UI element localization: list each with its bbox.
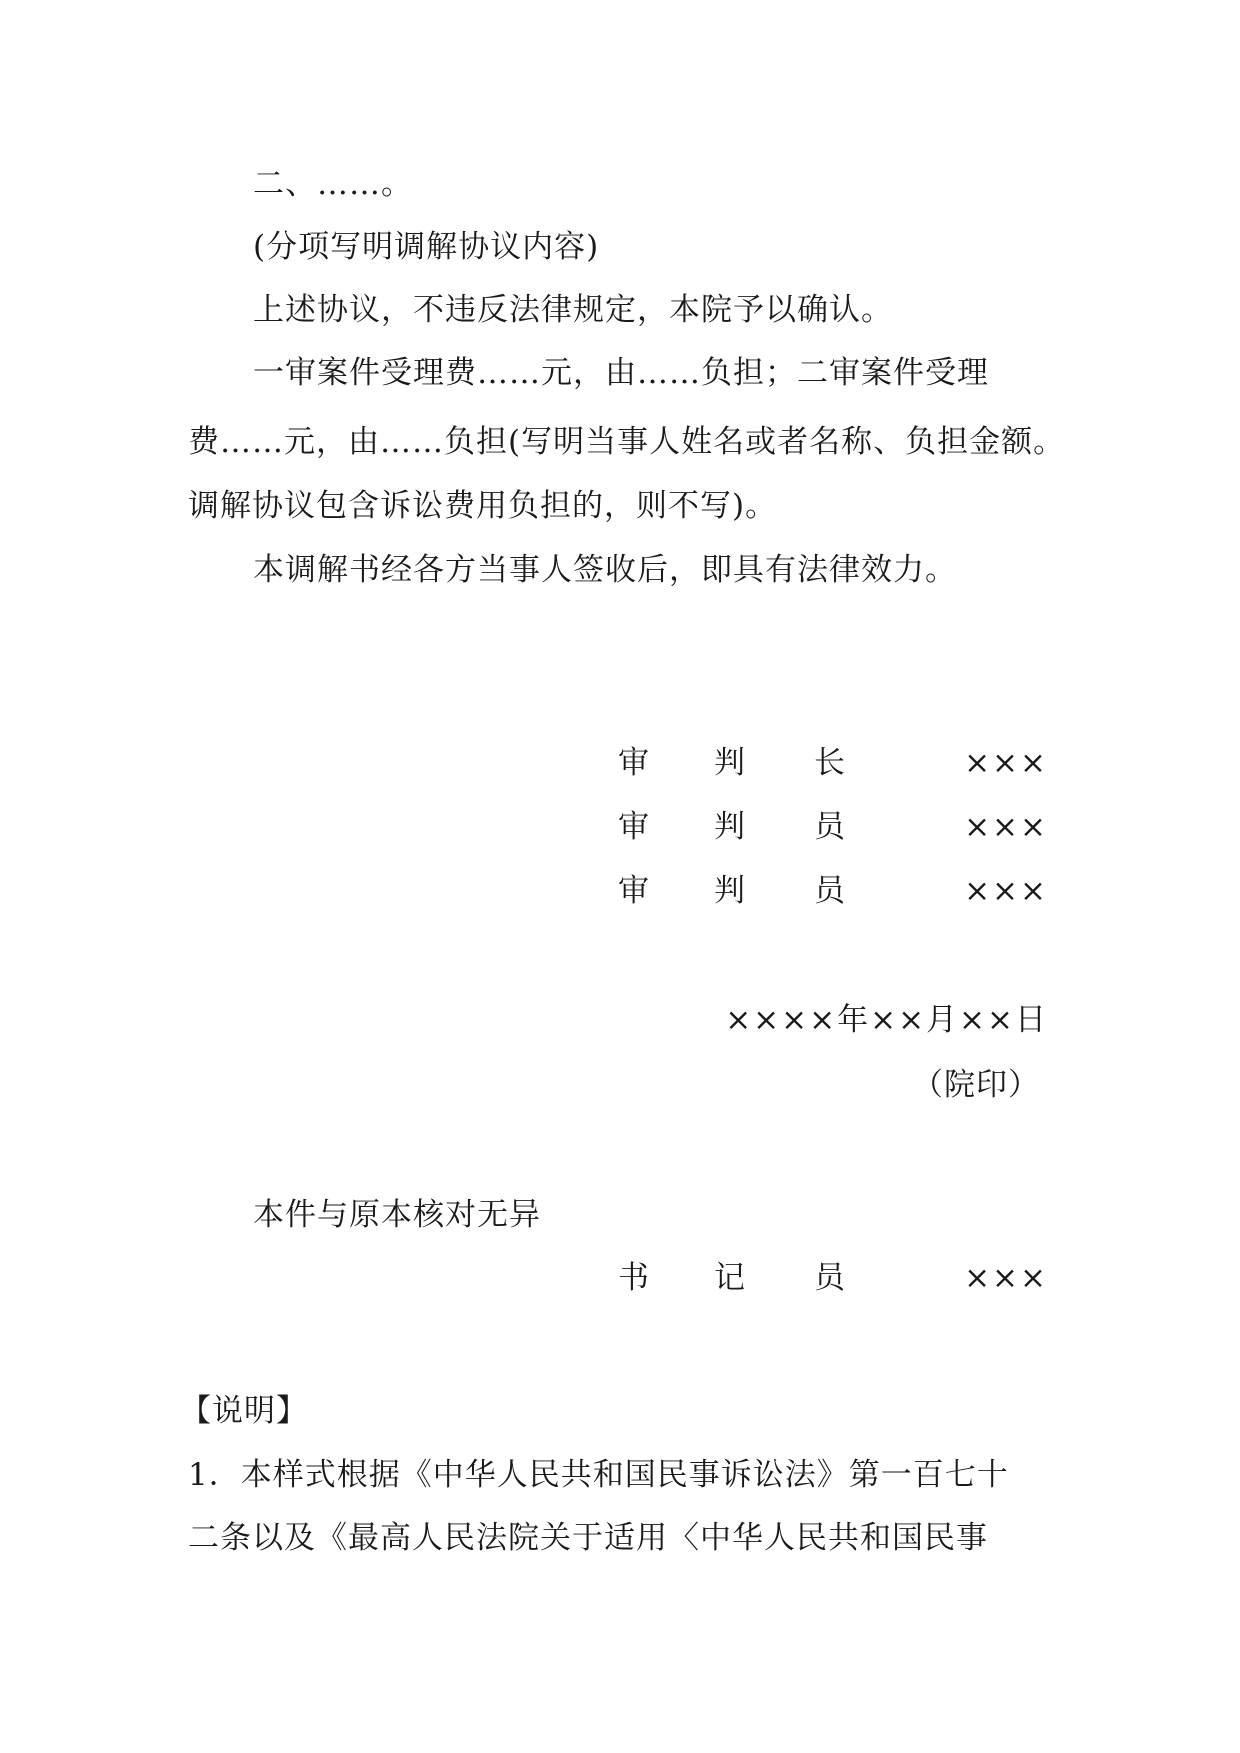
signature-title-char: 审 xyxy=(618,745,650,781)
signature-name: ××× xyxy=(964,873,1048,909)
fee-paragraph-line-2: 费……元，由……负担(写明当事人姓名或者名称、负担金额。 xyxy=(188,424,1066,460)
signature-title-char: 判 xyxy=(714,745,746,781)
signature-row-judge-1 xyxy=(618,807,1048,847)
notes-heading: 【说明】 xyxy=(180,1393,308,1429)
document-date: ××××年××月××日 xyxy=(725,1002,1048,1038)
confirmation-paragraph: 上述协议，不违反法律规定，本院予以确认。 xyxy=(253,292,893,328)
signature-title-char: 员 xyxy=(814,1260,846,1296)
signature-title-char: 审 xyxy=(618,873,650,909)
signature-title-char: 审 xyxy=(618,809,650,845)
verification-statement: 本件与原本核对无异 xyxy=(253,1197,541,1233)
signature-name: ××× xyxy=(964,1260,1048,1296)
signature-title-char: 书 xyxy=(618,1260,650,1296)
signature-row-clerk xyxy=(618,1258,1048,1298)
clause-note: (分项写明调解协议内容) xyxy=(253,229,600,265)
fee-paragraph-line-1: 一审案件受理费……元，由……负担；二审案件受理 xyxy=(253,355,989,391)
effect-paragraph: 本调解书经各方当事人签收后，即具有法律效力。 xyxy=(253,552,957,588)
signature-title-char: 长 xyxy=(814,745,846,781)
signature-row-presiding-judge xyxy=(618,743,1048,783)
notes-item-1-line-2: 二条以及《最高人民法院关于适用〈中华人民共和国民事 xyxy=(188,1520,988,1556)
signature-name: ××× xyxy=(964,809,1048,845)
signature-title-char: 记 xyxy=(714,1260,746,1296)
signature-row-judge-2 xyxy=(618,871,1048,911)
notes-item-1-line-1: 1．本样式根据《中华人民共和国民事诉讼法》第一百七十 xyxy=(188,1457,1009,1493)
signature-title-char: 员 xyxy=(814,809,846,845)
signature-title-char: 员 xyxy=(814,873,846,909)
signature-name: ××× xyxy=(964,745,1048,781)
signature-title-char: 判 xyxy=(714,873,746,909)
clause-two: 二、……。 xyxy=(253,166,413,202)
signature-title-char: 判 xyxy=(714,809,746,845)
court-seal-note: （院印） xyxy=(912,1067,1040,1103)
fee-paragraph-line-3: 调解协议包含诉讼费用负担的，则不写)。 xyxy=(188,488,778,524)
